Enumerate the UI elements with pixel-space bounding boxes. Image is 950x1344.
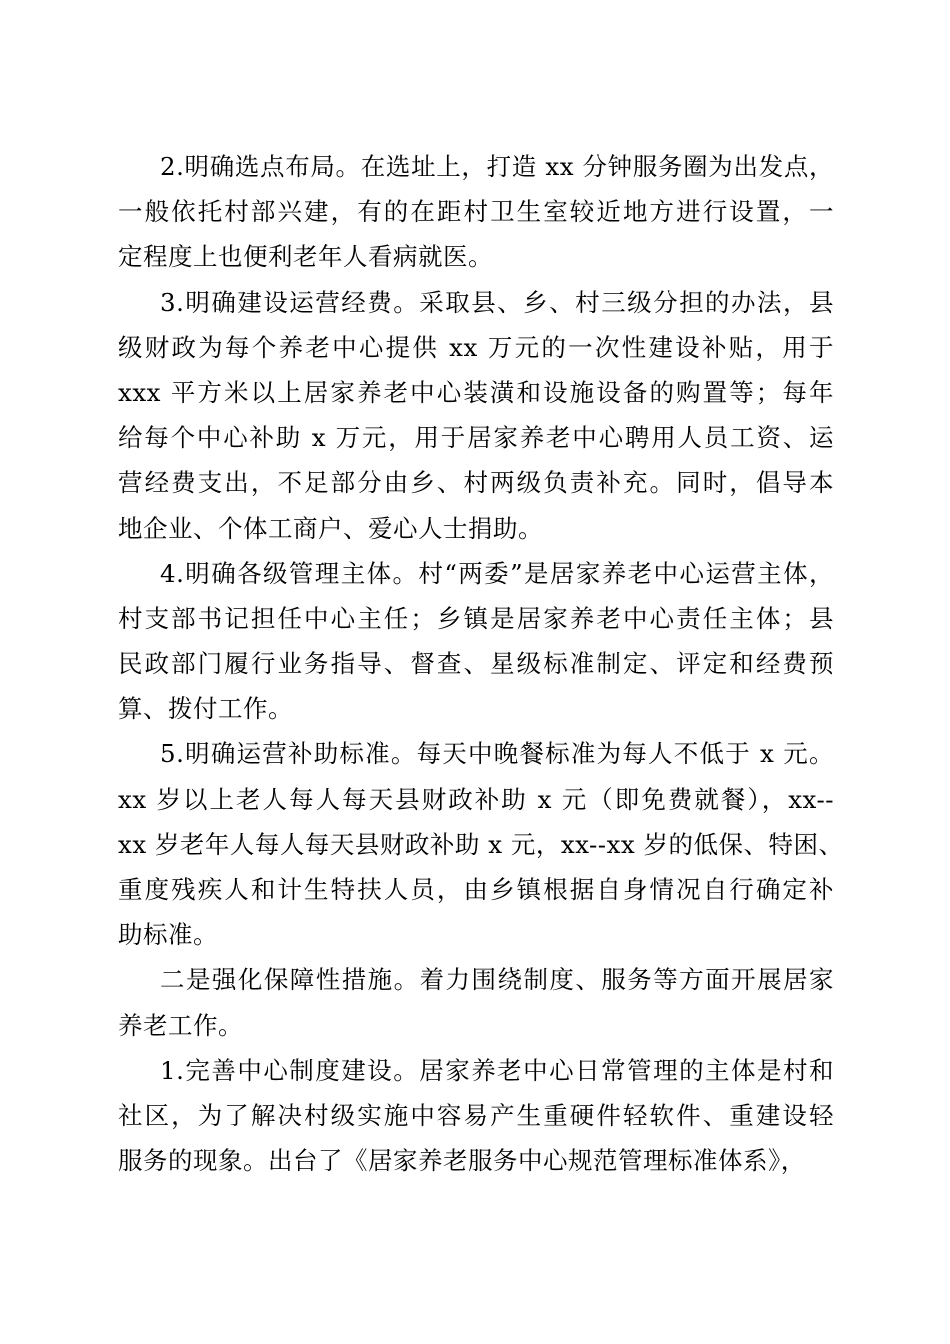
paragraph-line: 民政部门履行业务指导、督查、星级标准制定、评定和经费预 <box>118 649 834 679</box>
paragraph-line: 重度残疾人和计生特扶人员，由乡镇根据自身情况自行确定补 <box>118 875 834 904</box>
paragraph-line: xx 岁以上老人每人每天县财政补助 x 元（即免费就餐），xx-- <box>118 784 834 814</box>
paragraph-line: 定程度上也便利老年人看病就医。 <box>118 242 493 272</box>
paragraph-line: 3.明确建设运营经费。采取县、乡、村三级分担的办法，县 <box>160 287 834 317</box>
paragraph-line: 2.明确选点布局。在选址上，打造 xx 分钟服务圈为出发点， <box>160 152 834 181</box>
paragraph-management <box>118 551 834 732</box>
paragraph-system-building <box>118 1048 834 1184</box>
paragraph-line: 养老工作。 <box>118 1010 243 1040</box>
paragraph-funding <box>118 280 834 551</box>
paragraph-line: 给每个中心补助 x 万元，用于居家养老中心聘用人员工资、运 <box>118 423 834 453</box>
paragraph-line: 营经费支出，不足部分由乡、村两级负责补充。同时，倡导本 <box>118 468 834 498</box>
paragraph-line: 级财政为每个养老中心提供 xx 万元的一次性建设补贴，用于 <box>118 332 834 362</box>
paragraph-line: 地企业、个体工商户、爱心人士捐助。 <box>118 513 543 543</box>
paragraph-line: xx 岁老年人每人每天县财政补助 x 元，xx--xx 岁的低保、特困、 <box>118 829 844 859</box>
paragraph-line: 二是强化保障性措施。着力围绕制度、服务等方面开展居家 <box>160 965 834 995</box>
paragraph-line: 村支部书记担任中心主任；乡镇是居家养老中心责任主体；县 <box>118 603 834 633</box>
paragraph-line: 社区，为了解决村级实施中容易产生重硬件轻软件、重建设轻 <box>118 1100 834 1130</box>
paragraph-line: 1.完善中心制度建设。居家养老中心日常管理的主体是村和 <box>160 1055 834 1085</box>
document-body <box>118 144 844 1183</box>
paragraph-site-layout <box>118 144 834 280</box>
paragraph-line: xxx 平方米以上居家养老中心装潢和设施设备的购置等；每年 <box>118 377 834 407</box>
paragraph-section-heading <box>118 957 834 1047</box>
paragraph-line: 算、拨付工作。 <box>118 694 293 724</box>
paragraph-line: 服务的现象。出台了《居家养老服务中心规范管理标准体系》， <box>118 1146 806 1176</box>
paragraph-line: 4.明确各级管理主体。村“两委”是居家养老中心运营主体， <box>160 558 834 588</box>
paragraph-subsidy <box>118 731 844 957</box>
paragraph-line: 5.明确运营补助标准。每天中晚餐标准为每人不低于 x 元。 <box>160 739 834 769</box>
paragraph-line: 助标准。 <box>118 920 218 950</box>
paragraph-line: 一般依托村部兴建，有的在距村卫生室较近地方进行设置，一 <box>118 197 834 227</box>
